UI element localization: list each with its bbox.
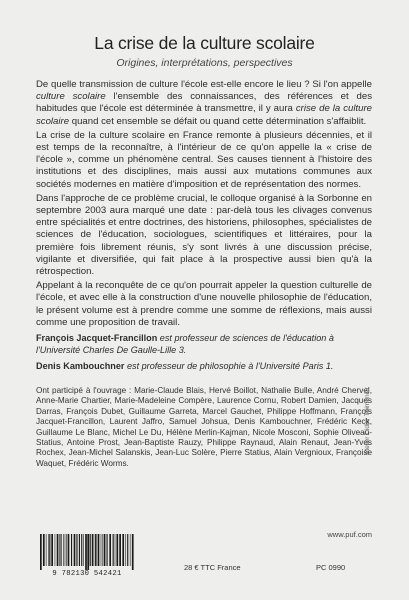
text-run: quand cet ensemble se défait ou quand cette détermination s'affaiblit.	[69, 115, 367, 127]
author-bio	[36, 360, 372, 372]
italic-phrase: crise de la culture scolaire	[36, 103, 372, 127]
barcode-bar	[116, 534, 118, 566]
barcode-bar	[125, 534, 126, 566]
barcode-bar	[65, 534, 66, 566]
barcode-bar	[92, 534, 94, 566]
contributors-intro: Ont participé à l'ouvrage :	[36, 386, 135, 395]
barcode-bar	[130, 534, 131, 566]
barcode-bar	[48, 534, 49, 566]
barcode-bar	[81, 534, 82, 566]
barcode-bar	[74, 534, 76, 566]
contributors-list	[36, 386, 372, 469]
blurb-text	[36, 79, 372, 331]
barcode-bar	[40, 534, 42, 570]
barcode-bar	[98, 534, 100, 566]
barcode-bar	[96, 534, 97, 566]
book-title: La crise de la culture scolaire	[94, 33, 315, 53]
blurb-paragraph	[36, 130, 372, 191]
barcode-bar	[68, 534, 70, 566]
barcode-bar	[71, 534, 72, 566]
author-name: Denis Kambouchner	[36, 361, 125, 371]
barcode-digits: 9 782130 542421	[52, 570, 122, 578]
barcode-bar	[63, 534, 64, 566]
barcode-bar	[102, 534, 103, 566]
barcode-bar	[76, 534, 77, 566]
text-run: l'ensemble des connaissances, des références et des habitudes que l'école est déterminée à transmettre, il y aura	[36, 91, 372, 115]
barcode-bar	[57, 534, 59, 566]
barcode-bar	[119, 534, 121, 566]
barcode-bar	[95, 534, 96, 566]
barcode-bar	[83, 534, 84, 566]
barcode-bar	[132, 534, 134, 570]
author-bio	[36, 332, 372, 356]
barcode-bar	[122, 534, 124, 566]
text-run: La crise de la culture scolaire en France remonte à plusieurs décennies, et il est temps de la reconnaître, à l'intérieur de ce qu'on appelle la « crise de l'école », comme un phénomène central. Ses causes tiennent à l'histoire des institutions et des disciplines, mais aussi aux mutations communes aux sociétés modernes en matière d'imposition et de représentation des normes.	[36, 129, 372, 190]
author-description: est professeur de philosophie à l'Université Paris 1.	[124, 361, 334, 371]
design-credit: Atelier Didier Thimonier	[364, 387, 371, 455]
blurb-paragraph	[36, 193, 372, 278]
author-name: François Jacquet-Francillon	[36, 333, 158, 343]
blurb-paragraph	[36, 280, 372, 329]
barcode-bar	[115, 534, 116, 566]
barcode-icon	[39, 534, 135, 570]
price-label: 28 € TTC France	[184, 563, 241, 572]
text-run: Appelant à la reconquête de ce qu'on pourrait appeler la question culturelle de l'école, et avec elle à la construction d'une nouvelle philosophie de l'éducation, le présent volume est à prendre comme une somme de réflexions, mais aussi comme une proposition de travail.	[36, 280, 372, 328]
barcode-bar	[85, 534, 87, 570]
barcode-bar	[55, 534, 56, 566]
barcode-bar	[43, 534, 45, 566]
barcode-bar	[106, 534, 107, 566]
barcode-bar	[66, 534, 67, 566]
barcode-bar	[101, 534, 102, 566]
barcode-bar	[127, 534, 128, 566]
product-code: PC 0990	[316, 563, 346, 572]
barcode-bar	[87, 534, 89, 570]
barcode-bar	[51, 534, 53, 566]
isbn-barcode	[34, 532, 140, 580]
barcode-bar	[90, 534, 91, 566]
barcode-bar	[49, 534, 50, 566]
blurb-paragraph	[36, 79, 372, 128]
author-bios	[36, 332, 372, 372]
author-description: est professeur de sciences de l'éducation à l'Université Charles De Gaulle-Lille 3.	[36, 333, 334, 355]
text-run: De quelle transmission de culture l'école est-elle encore le lieu ? Si l'on appelle	[36, 79, 372, 90]
contributors-names: Marie-Claude Blais, Hervé Boillot, Nathalie Bulle, André Chervel, Anne-Marie Chartier, Marie-Madeleine Compère, Laurence Cornu, Robert Damien, Jacques Darras, François Dubet, Guillaume Garreta, Marcel Gauchet, Philippe Hoffmann, François Jacquet-Francillon, Laurent Jaffro, Samuel Johsua, Denis Kambouchner, Frédéric Keck, Guillaume Le Blanc, Michel Le Du, Hélène Merlin-Kajman, Nicole Mosconi, Sophie Oliveau-Statius, Antoine Prost, Jean-Baptiste Rauzy, Philippe Raynaud, Alain Renaut, Jean-Yves Rochex, Jean-Michel Salanskis, Jean-Luc Solère, Pierre Statius, Alain Vergnioux, Françoise Waquet, Frédéric Worms.	[36, 386, 372, 468]
text-run: Dans l'approche de ce problème crucial, le colloque organisé à la Sorbonne en septembre 2003 aura marqué une date : par-delà tous les clivages convenus entre spécialités et entre doctrines, des historiens, philosophes, spécialistes de sciences de l'éducation, sociologues, scientifiques et littéraires, pour la première fois librement réunis, s'y sont livrés à une discussion précise, vigilante et diversifiée, qui fait place à la prospective aussi bien qu'à la rétrospection.	[36, 192, 372, 278]
barcode-bar	[104, 534, 106, 566]
publisher-url: www.puf.com	[327, 530, 372, 539]
book-subtitle: Origines, interprétations, perspectives	[116, 57, 293, 69]
barcode-bar	[79, 534, 80, 566]
barcode-bar	[46, 534, 47, 566]
barcode-bar	[60, 534, 61, 566]
italic-phrase: culture scolaire	[36, 91, 106, 103]
barcode-bar	[113, 534, 114, 566]
barcode-bar	[59, 534, 60, 566]
barcode-bar	[109, 534, 111, 566]
